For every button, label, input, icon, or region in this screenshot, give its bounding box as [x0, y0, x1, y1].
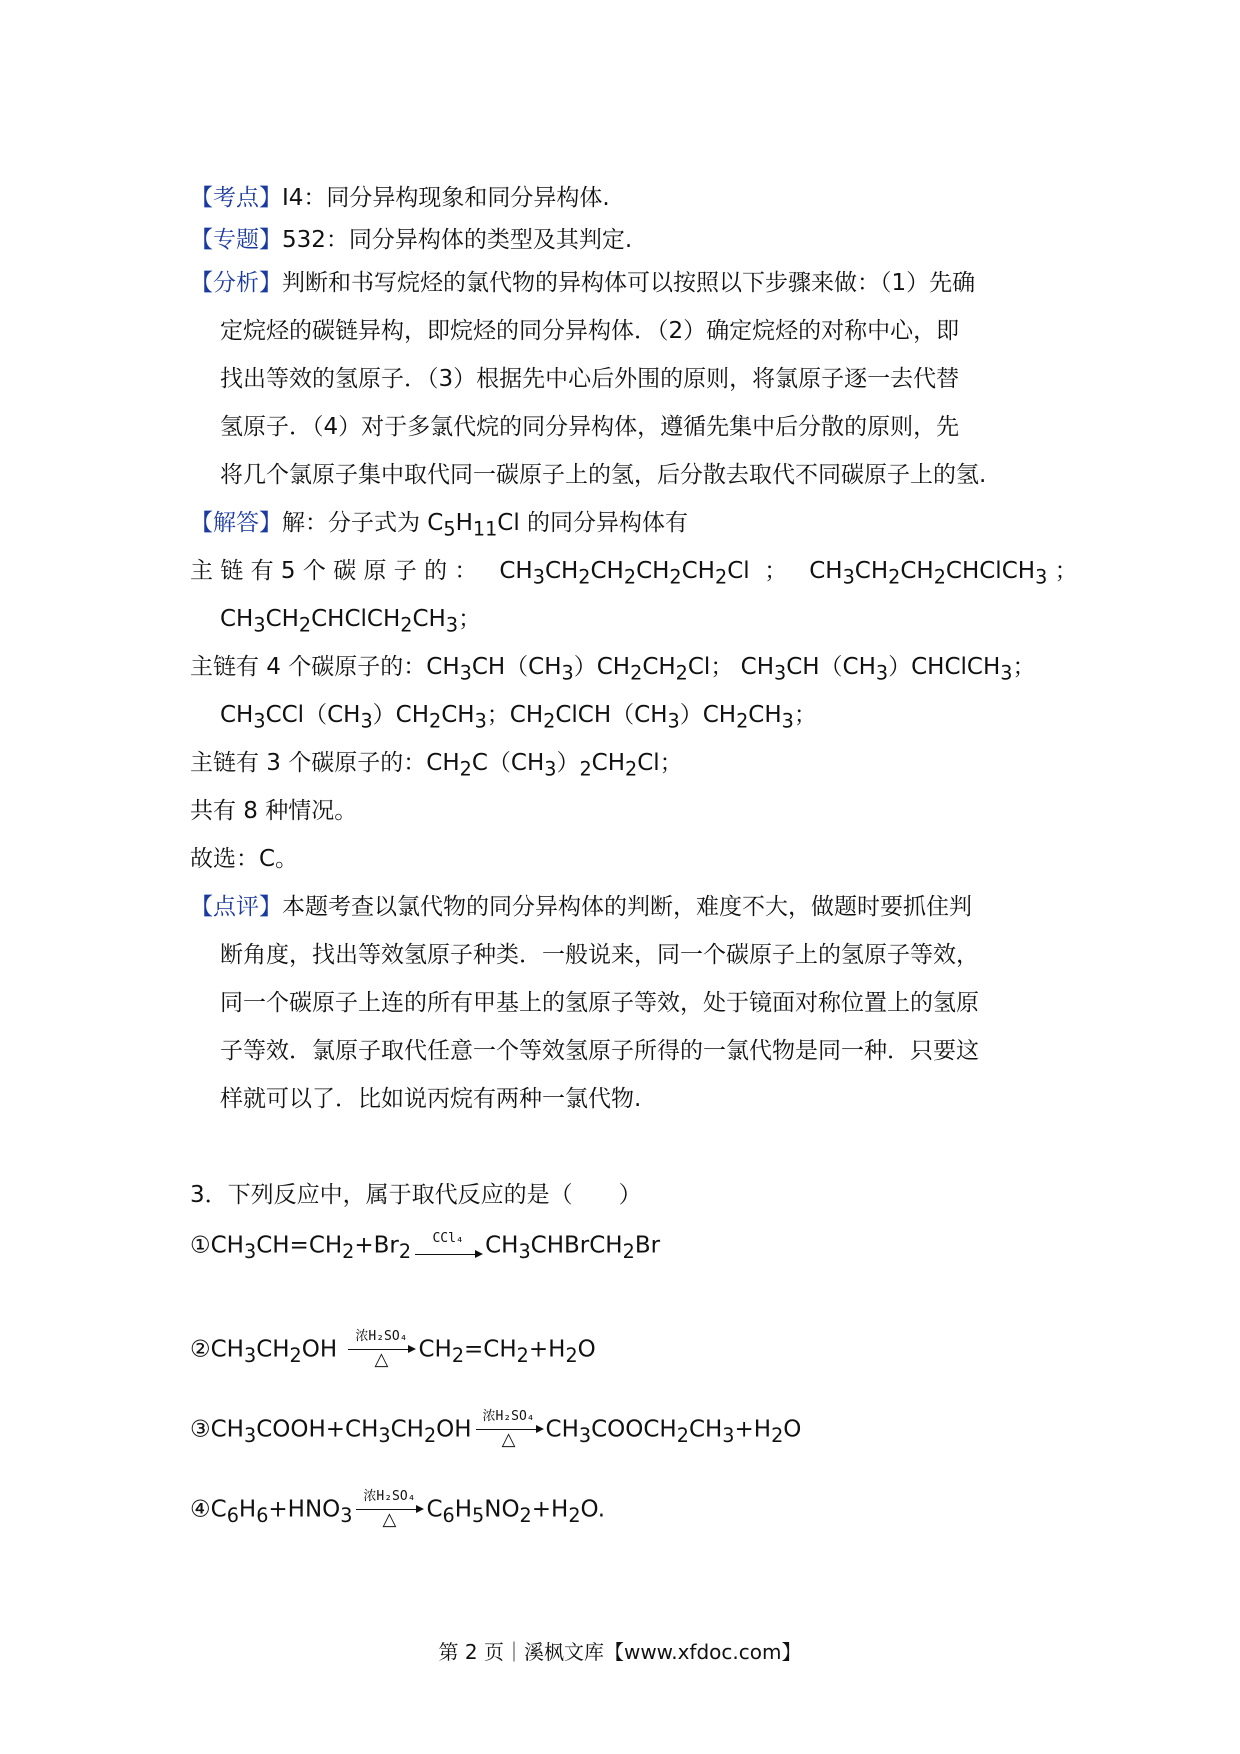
jieda-tag: 【解答】	[190, 510, 282, 536]
arrow-head-icon	[475, 1250, 483, 1258]
total-line: 共有 8 种情况。	[190, 798, 358, 824]
chain3-label: 主链有 3 个碳原子的：	[190, 750, 427, 776]
reaction-3-label: ③	[190, 1416, 211, 1443]
chain5-formula-3: $CH_3CH_2CHClCH_2CH_3$；	[220, 606, 482, 637]
fenxi-line-5: 将几个氯原子集中取代同一碳原子上的氢，后分散去取代不同碳原子上的氢.	[220, 462, 987, 488]
reaction-2-arrow	[346, 1330, 416, 1370]
chain5-label: 主 链 有 5 个 碳 原 子 的 ：	[190, 558, 478, 584]
chain4-formula-3: $CH_3CCl(CH_3)CH_2CH_3$；	[220, 702, 510, 733]
dianping-line-3: 同一个碳原子上连的所有甲基上的氢原子等效，处于镜面对称位置上的氢原	[220, 990, 979, 1016]
reaction-3-arrow	[474, 1410, 544, 1450]
jieda-sub-5: 5	[443, 517, 456, 541]
dianping-line-4: 子等效．氯原子取代任意一个等效氢原子所得的一氯代物是同一种．只要这	[220, 1038, 979, 1064]
reaction-3: $③CH_3COOH+CH_3CH_2OH$ 浓H₂SO₄ △ $CH_3COOCH_2CH_3+H_2O$	[190, 1409, 802, 1450]
reaction-4-condition-top: 浓H₂SO₄	[363, 1489, 416, 1504]
reaction-1-arrow	[413, 1226, 483, 1266]
jieda-line	[190, 506, 688, 547]
fenxi-line-4: 氢原子．（4）对于多氯代烷的同分异构体，遵循先集中后分散的原则，先	[220, 414, 960, 440]
reaction-2-condition-top: 浓H₂SO₄	[355, 1329, 408, 1344]
reaction-2-condition-bottom: △	[374, 1349, 389, 1370]
kaodian-text: I4：同分异构现象和同分异构体.	[282, 185, 610, 211]
reaction-3-condition-top: 浓H₂SO₄	[482, 1409, 535, 1424]
chain5-line: 主 链 有 5 个 碳 原 子 的 ： $CH_3CH_2CH_2CH_2CH_2Cl$ ； $CH_3CH_2CH_2CHClCH_3$ ；	[190, 558, 1078, 589]
chain3-formula-1: $CH_2C(CH_3)_2CH_2Cl$；	[426, 750, 683, 781]
chain5-formula-1: $CH_3CH_2CH_2CH_2CH_2Cl$	[499, 558, 750, 589]
dianping-text-1: 本题考查以氯代物的同分异构体的判断，难度不大，做题时要抓住判	[282, 894, 972, 920]
chain5-line-2	[220, 602, 481, 643]
arrow-shaft	[415, 1254, 479, 1255]
reaction-4-label: ④	[190, 1496, 211, 1523]
jieda-sub-11: 11	[472, 517, 498, 541]
chain4-line	[190, 650, 1036, 691]
jieda-intro-tail: Cl 的同分异构体有	[497, 510, 689, 536]
answer-line: 故选：C。	[190, 846, 299, 872]
reaction-3-condition-bottom: △	[501, 1429, 516, 1450]
fenxi-tag: 【分析】	[190, 270, 282, 296]
dianping-line-1	[190, 890, 972, 924]
reaction-1: $①CH_3CH=CH_2+Br_2$ CCl₄ $CH_3CHBrCH_2Br$	[190, 1226, 660, 1269]
reaction-1-label: ①	[190, 1232, 211, 1259]
zhuanti-line	[190, 223, 632, 257]
chain5-formula-2: $CH_3CH_2CH_2CHClCH_3$	[809, 558, 1048, 589]
chain4-formula-1: $CH_3CH(CH_3)CH_2CH_2Cl$；	[426, 654, 734, 685]
zhuanti-text: 532：同分异构体的类型及其判定.	[282, 227, 633, 253]
dianping-tag: 【点评】	[190, 894, 282, 920]
reaction-4-condition-bottom: △	[382, 1509, 397, 1530]
chain4-formula-2: $CH_3CH(CH_3)CHClCH_3$；	[740, 654, 1036, 685]
jieda-intro: 解：分子式为 C	[282, 510, 444, 536]
fenxi-line-1	[190, 266, 975, 300]
question-stem: 3．下列反应中，属于取代反应的是（ ）	[190, 1182, 642, 1208]
jieda-intro-h: H	[455, 510, 473, 536]
page-footer: 第 2 页｜溪枫文库【www.xfdoc.com】	[438, 1640, 802, 1664]
reaction-2-label: ②	[190, 1336, 211, 1363]
zhuanti-tag: 【专题】	[190, 227, 282, 253]
chain4-label: 主链有 4 个碳原子的：	[190, 654, 427, 680]
kaodian-tag: 【考点】	[190, 185, 282, 211]
reaction-2: $②CH_3CH_2OH$ 浓H₂SO₄ △ $CH_2=CH_2+H_2O$	[190, 1329, 596, 1370]
fenxi-line-2: 定烷烃的碳链异构，即烷烃的同分异构体．（2）确定烷烃的对称中心，即	[220, 318, 960, 344]
chain4-formula-4: $CH_2ClCH(CH_3)CH_2CH_3$；	[509, 702, 817, 733]
kaodian-line	[190, 181, 610, 215]
dianping-line-5: 样就可以了．比如说丙烷有两种一氯代物.	[220, 1086, 642, 1112]
reaction-4-arrow	[354, 1490, 424, 1530]
reaction-1-condition: CCl₄	[432, 1231, 464, 1246]
chain4-line-2	[220, 698, 817, 739]
dianping-line-2: 断角度，找出等效氢原子种类．一般说来，同一个碳原子上的氢原子等效，	[220, 942, 979, 968]
chain3-line	[190, 746, 683, 787]
fenxi-text-1: 判断和书写烷烃的氯代物的异构体可以按照以下步骤来做：（1）先确	[282, 270, 976, 296]
fenxi-line-3: 找出等效的氢原子．（3）根据先中心后外围的原则，将氯原子逐一去代替	[220, 366, 960, 392]
reaction-4: $④C_6H_6+HNO_3$ 浓H₂SO₄ △ $C_6H_5NO_2+H_2O$.	[190, 1489, 606, 1530]
